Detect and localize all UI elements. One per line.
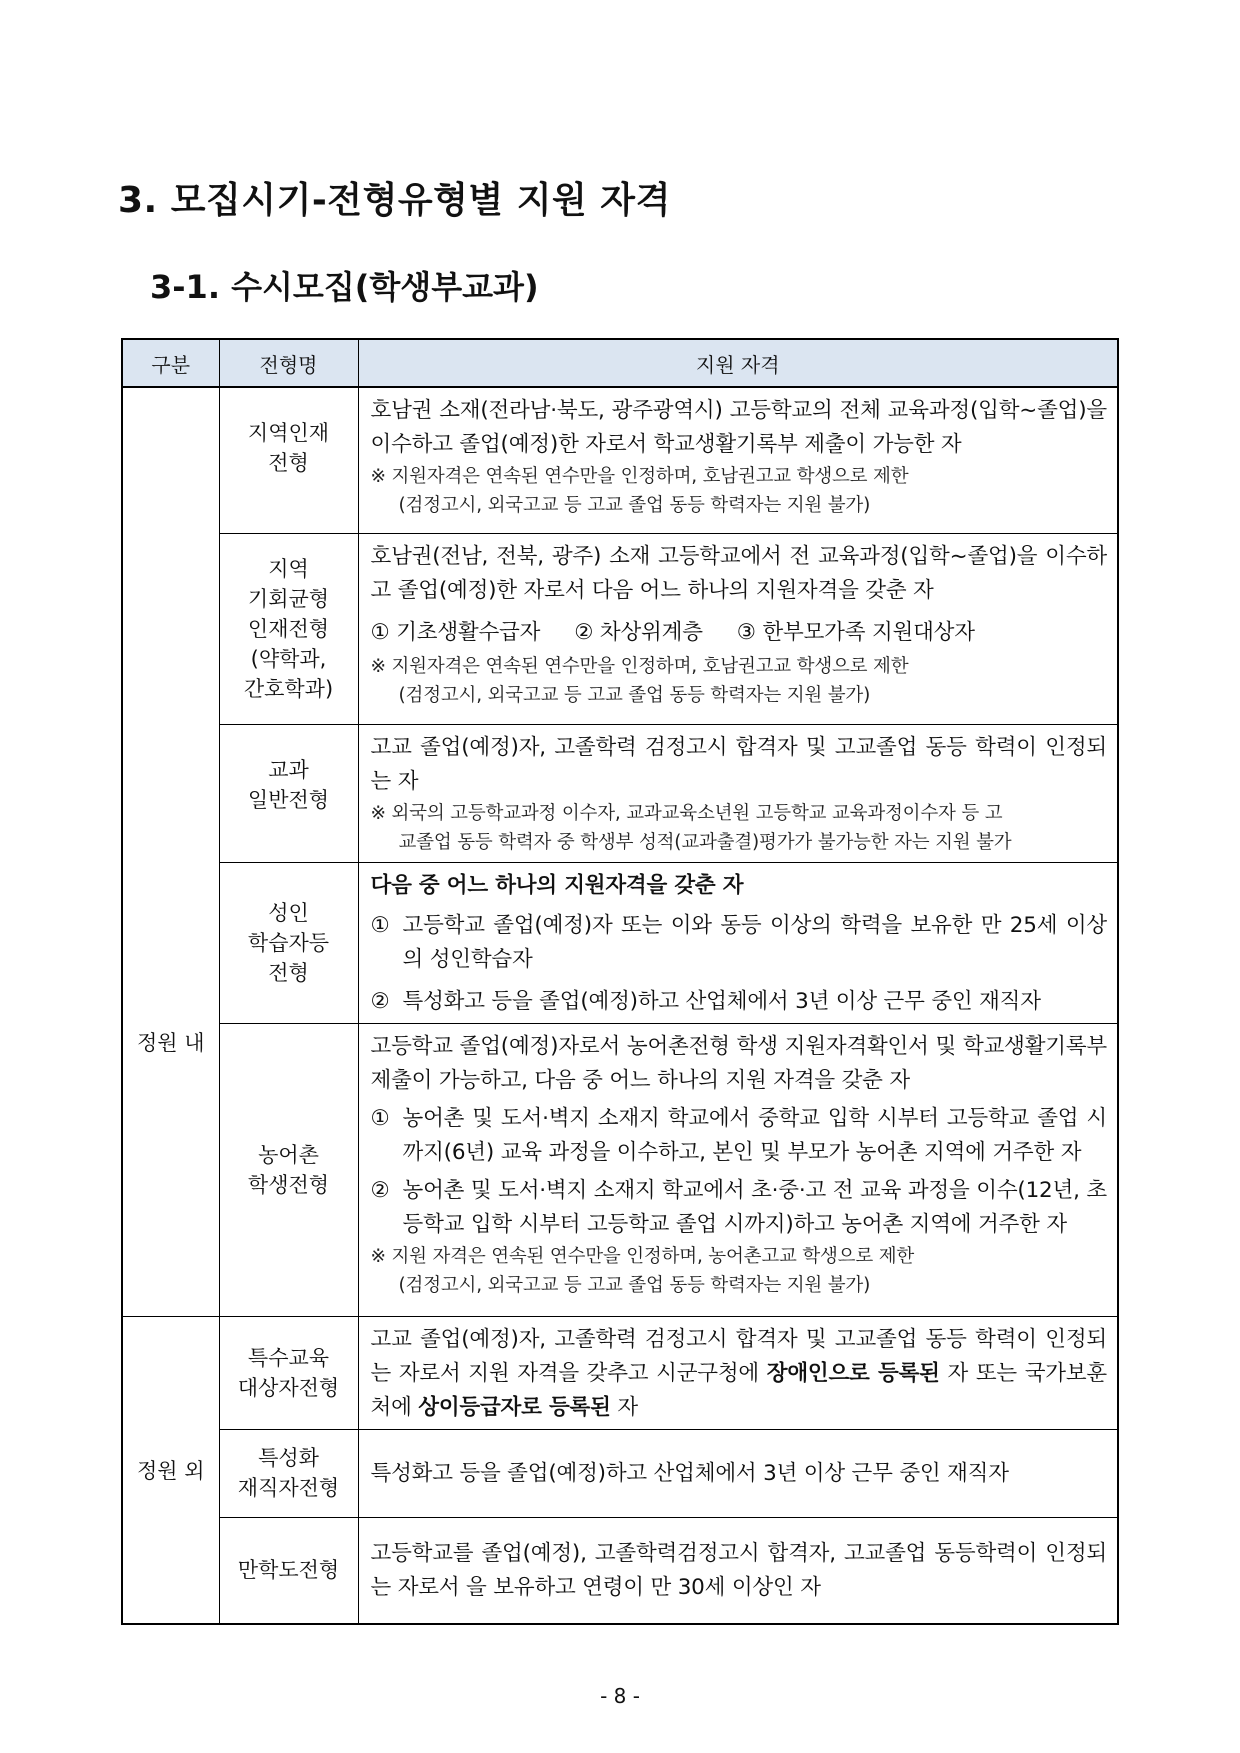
- type-name-cell: [219, 387, 358, 533]
- qualification-text: 호남권 소재(전라남·북도, 광주광역시) 고등학교의 전체 교육과정(입학~졸업)을 이수하고 졸업(예정)한 자로서 학교생활기록부 제출이 가능한 자: [370, 398, 1107, 457]
- qualification-item: ① 기초생활수급자: [370, 619, 541, 645]
- group-label: 정원 외: [136, 1458, 205, 1483]
- type-name: 교과 일반전형: [247, 758, 330, 812]
- type-name: 농어촌 학생전형: [247, 1142, 330, 1197]
- table-row: [122, 1023, 1118, 1316]
- note: ※ 지원자격은 연속된 연수만을 인정하며, 호남권고교 학생으로 제한: [370, 466, 909, 487]
- table-row: [122, 1429, 1118, 1517]
- type-name-cell: [219, 1517, 358, 1624]
- qualification-text: 특성화고 등을 졸업(예정)하고 산업체에서 3년 이상 근무 중인 재직자: [370, 1461, 1009, 1486]
- item-marker: ②: [370, 1177, 390, 1203]
- note: ※ 지원 자격은 연속된 연수만을 인정하며, 농어촌고교 학생으로 제한: [370, 1245, 915, 1267]
- note-detail: (검정고시, 외국고교 등 고교 졸업 동등 학력자는 지원 불가): [398, 1274, 871, 1296]
- type-name: 성인 학습자등 전형: [247, 900, 330, 985]
- qualification-text: 고등학교 졸업(예정)자로서 농어촌전형 학생 지원자격확인서 및 학교생활기록부 제출이 가능하고, 다음 중 어느 하나의 지원 자격을 갖춘 자: [370, 1033, 1107, 1093]
- qualification-cell: [358, 533, 1118, 724]
- item-marker: ②: [370, 988, 390, 1014]
- emphasis-text: 장애인으로 등록된: [766, 1360, 940, 1386]
- item-text: 고등학교 졸업(예정)자 또는 이와 동등 이상의 학력을 보유한 만 25세 이상의 성인학습자: [402, 912, 1107, 972]
- type-name: 지역인재 전형: [247, 421, 330, 476]
- type-name: 특성화 재직자전형: [237, 1446, 340, 1500]
- item-text: 농어촌 및 도서·벽지 소재지 학교에서 중학교 입학 시부터 고등학교 졸업 시까지(6년) 교육 과정을 이수하고, 본인 및 부모가 농어촌 지역에 거주한 자: [402, 1105, 1107, 1165]
- note: ※ 지원자격은 연속된 연수만을 인정하며, 호남권고교 학생으로 제한: [370, 655, 909, 677]
- table-row: [122, 1517, 1118, 1624]
- type-name: 만학도전형: [237, 1558, 340, 1583]
- type-name: 특수교육 대상자전형: [237, 1345, 340, 1400]
- item-text: 농어촌 및 도서·벽지 소재지 학교에서 초·중·고 전 교육 과정을 이수(12년, 초등학교 입학 시부터 고등학교 졸업 시까지)하고 농어촌 지역에 거주한 자: [402, 1177, 1107, 1237]
- qualification-item: [371, 909, 1108, 977]
- qualification-cell: [358, 1429, 1118, 1517]
- qualification-text: 고등학교를 졸업(예정), 고졸학력검정고시 합격자, 고교졸업 동등학력이 인정되는 자로서 을 보유하고 연령이 만 30세 이상인 자: [370, 1541, 1107, 1601]
- emphasis-text: 상이등급자로 등록된: [418, 1394, 611, 1420]
- qualification-cell: [358, 862, 1118, 1023]
- qualification-text: 호남권(전남, 전북, 광주) 소재 고등학교에서 전 교육과정(입학~졸업)을 이수하고 졸업(예정)한 자로서 다음 어느 하나의 지원자격을 갖춘 자: [370, 543, 1107, 603]
- qualification-cell: [358, 1316, 1118, 1429]
- table-row: [122, 533, 1118, 724]
- type-name: 지역 기회균형 인재전형 (약학과, 간호학과): [243, 556, 334, 701]
- header-category: 구분: [122, 339, 219, 387]
- qualification-item: ③ 한부모가족 지원대상자: [736, 619, 975, 645]
- group-in-quota: [122, 387, 219, 1316]
- table-row: [122, 724, 1118, 862]
- type-name-cell: [219, 862, 358, 1023]
- header-qualification: 지원 자격: [358, 339, 1118, 387]
- eligibility-table: [121, 338, 1119, 1625]
- type-name-cell: [219, 1023, 358, 1316]
- item-marker: ①: [370, 912, 390, 938]
- table-header-row: [122, 339, 1118, 387]
- qualification-item: [371, 1174, 1108, 1242]
- qualification-item: [371, 985, 1108, 1019]
- qualification-cell: [358, 387, 1118, 533]
- group-label: 정원 내: [136, 1030, 205, 1055]
- table-row: [122, 1316, 1118, 1429]
- subsection-heading: 3-1. 수시모집(학생부교과): [150, 268, 539, 306]
- qualification-item: ② 차상위계층: [574, 619, 703, 645]
- item-marker: ①: [370, 1105, 390, 1131]
- qualification-text: 고교 졸업(예정)자, 고졸학력 검정고시 합격자 및 고교졸업 동등 학력이 인정되는 자: [370, 734, 1107, 794]
- note-detail: 교졸업 동등 학력자 중 학생부 성적(교과출결)평가가 불가능한 자는 지원 불가: [398, 831, 1012, 853]
- item-text: 특성화고 등을 졸업(예정)하고 산업체에서 3년 이상 근무 중인 재직자: [402, 988, 1041, 1014]
- qualification-item: [371, 1102, 1108, 1170]
- section-heading: 3. 모집시기-전형유형별 지원 자격: [118, 180, 671, 221]
- type-name-cell: [219, 1316, 358, 1429]
- qualification-cell: [358, 724, 1118, 862]
- header-type-name: 전형명: [219, 339, 358, 387]
- page-number: - 8 -: [600, 1684, 640, 1708]
- note: ※ 외국의 고등학교과정 이수자, 교과교육소년원 고등학교 교육과정이수자 등 고: [370, 802, 1003, 824]
- table-row: [122, 387, 1118, 533]
- table-row: [122, 862, 1118, 1023]
- group-out-of-quota: [122, 1316, 219, 1624]
- qualification-cell: [358, 1517, 1118, 1624]
- qualification-items: [371, 616, 1108, 650]
- type-name-cell: [219, 724, 358, 862]
- note-detail: (검정고시, 외국고교 등 고교 졸업 동등 학력자는 지원 불가): [398, 495, 871, 516]
- note-detail: (검정고시, 외국고교 등 고교 졸업 동등 학력자는 지원 불가): [398, 684, 871, 706]
- qualification-cell: [358, 1023, 1118, 1316]
- qualification-text: 다음 중 어느 하나의 지원자격을 갖춘 자: [370, 872, 744, 898]
- qualification-text: 고교 졸업(예정)자, 고졸학력 검정고시 합격자 및 고교졸업 동등 학력이 인정되는 자로서 지원 자격을 갖추고 시군구청에 장애인으로 등록된 자 또는 국가보훈처에 상이등급자로 등록된 자: [370, 1326, 1107, 1420]
- type-name-cell: [219, 1429, 358, 1517]
- type-name-cell: [219, 533, 358, 724]
